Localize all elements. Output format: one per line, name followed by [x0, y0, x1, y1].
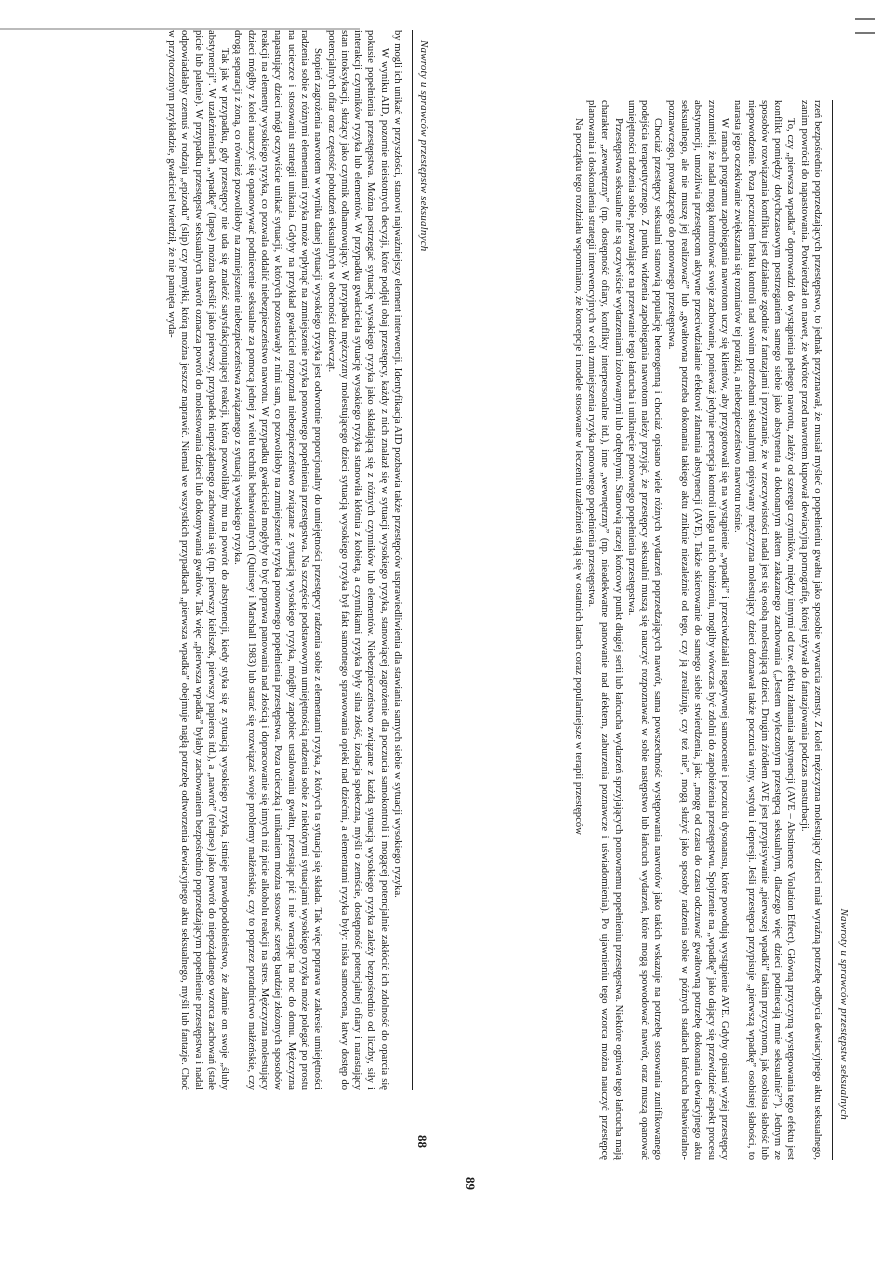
page-number-left: 88: [415, 1135, 430, 1148]
paragraph: by mogli ich unikać w przyszłości, stanowi najważniejszy element interwencji. Identyfikacja AID pozbawia także przestępców usprawiedliwienia dla stawiania samych siebie w sytuacji wysokiego ryzyka.: [392, 30, 403, 898]
paragraph: Stopień zagrożenia nawrotem w wyniku danej sytuacji wysokiego ryzyka jest odwrotnie proporcjonalny do umiejętności przestępcy radzenia sobie z elementami ryzyka, z których ta sytuacja się składa. Tak więc poprawa w zakresie umiejętności radzenia sobie z różnymi elementami ryzyka może wpłynąć na zmniejszenie ryzyka ponownego popełnienia przestępstwa. Na szczęście podstawowym umiejętnością radzenia sobie z niektórymi sytuacjami wysokiego ryzyka może polegać po prostu na ucieczce i stosowaniu strategii unikania. Gdyby na przykład gwałciciel rozpoznał niebezpieczeństwo związane z sytuacją wysokiego ryzyka, mógłby zapobiec ustalowaniu gwałtu, przestając pić i nie wracając na noc do domu. Mężczyzna napastujący dzieci mógł oczywiście unikać sytuacji, w których pozostawały z nimi sam, co pozwoliłoby na zmniejszenie ryzyka ponownego popełnienia przestępstwa. Poza ucieczką i unikaniem można stosować szereg bardziej złożonych sposobów reakcji na elementy wysokiego ryzyka, co pozwala oddalić niebezpieczeństwo nawrotu. W przypadku gwałciciela mogłyby to być poprawa panowania nad złością i dopracowanie się innych niż picie alkoholu reakcji na stres. Mężczyzna molestujący dzieci mógłby z kolei nauczyć się opanowywać podniecenie seksualne za pomocą jednej z wielu technik behawioralnych (Quinsey i Marshall 1983) lub starać się rozwiązać swoje problemy małżeńskie, czy to poprzez poradnictwo małżeńskie, czy drogą separacji z żoną, co również pozwoliłoby na zmniejszenie niebezpieczeństwa związanego z sytuacją wysokiego ryzyka.: [232, 30, 324, 1090]
paragraph: W ramach programu zapobiegania nawrotom uczy się klientów, aby przygotowali się na wystąpienie „wpadki” i przeciwdziałali negatywnej samoocenie i poczuciu dysonansu, które powodują wystąpienie AVE. Gdyby opisani wyżej przestępcy zrozumieli, że nadal mogą kontrolować swoje zachowanie, ponieważ jedynie percepcja kontroli ulega u nich obniżeniu, mogliby wówczas być zdolni do zapobieżenia przestępstwu. Spojrzenie na „wpadkę” jako dający się przewidzieć aspekt procesu abstynencji, umożliwia przestępcom aktywne przeciwdziałanie efektowi złamania abstynencji (AVE). Także skierowanie do samego siebie stwierdzenia, jak: „mogę od czasu do czasu odczuwać gwałtowną potrzebę dokonania dewiacyjnego aktu seksualnego, ale nie muszę jej realizować” lub „gwałtowna potrzeba dokonania takiego aktu zniknie niezależnie od tego, czy ją zrealizuję, czy też nie”, mogą służyć jako sposoby radzenia sobie w późnych stadiach łańcucha behawioralno-poznawczego, prowadzącego do ponownego przestępstwa.: [665, 100, 730, 1160]
running-head-right: Nawroty u sprawców przestępstw seksualnych: [838, 908, 850, 1120]
paragraph: Tak jak w przypadku, gdy przestępcy nie uda się znaleźć satysfakcjonującej reakcji, która pozwoliłaby mu na powrót do abstynencji, kiedy styka się z sytuacją wysokiego ryzyka, istnieje prawdopodobieństwo, że złamie on swoje „śluby abstynencji”. W uzależnieniach „wpadkę” (lapse) można określić jako pierwszy, przypadek niepożądanego zachowania się (np. pierwszy kieliszek, pierwszy papieros itd.), a „nawrót” (relapse) jako powrót do niepożądanego wzorca zachowań (stałe picie lub palenie). W przypadku przestępstw seksualnych nawrót oznacza powrót do molestowania dzieci lub dokonywania gwałtów. Tak więc „pierwsza wpadka” byłaby zachowaniem bezpośrednio poprzedzającym popełnienie przestępstwa i nadal odpowiadałaby czemuś w rodzaju „epizodu” (slip) czy pomyłki, którą można jeszcze naprawić. Niemal we wszystkich przypadkach „pierwsza wpadka” obejmuje nagłą potrzebę odtworzenia dewiacyjnego aktu seksualnego, myśli lub fantazje. Choć w przytoczonym przykładzie, gwałciciel twierdził, że nie pamięta wyda-: [165, 30, 231, 1090]
paragraph: Na początku tego rozdziału wspomniano, że koncepcje i modele stosowane w leczeniu uzależnień stają się w ostatnich latach coraz popularniejsze w terapii przestępców: [572, 118, 584, 835]
page-number-right: 89: [463, 1177, 478, 1190]
paragraph: Przestępstwa seksualne nie są oczywiście wydarzeniami izolowanymi lub odrębnymi. Stanowią raczej końcowy punkt długiej serii lub łańcucha wydarzeń sprzyjających ponownemu popełnieniu przestępstwa. Niektóre ogniwa tego łańcucha mają charakter „zewnętrzny” (np. dostępność ofiary, konflikty interpersonalne itd.), inne „wewnętrzny” (np. nieadekwatne panowanie nad afektem, zaburzenia poznawcze i uświadomienia). Po ujawnieniu tego wzorca można nauczyć przestępcę planowania i doskonalenia strategii interwencyjnych w celu zmniejszenia ryzyka ponownego popełnienia przestępstwa.: [585, 100, 624, 1160]
paragraph: To, czy „pierwsza wpadka” doprowadzi do wystąpienia pełnego nawrotu, zależy od szeregu czynników, między innymi od tzw. efektu złamania abstynencji (AVE – Abstinence Violation Effect). Główną przyczyną występowania tego efektu jest konflikt pomiędzy dotychczasowym postrzeganiem samego siebie jako abstynenta a dokonanym aktem zakazanego zachowania („Jestem wyleczonym przestępcą seksualnym, dlaczego więc dzieci podniecają mnie seksualnie?”). Jednym ze sposobów rozwiązania konfliktu jest działanie zgodnie z fantazjami i przyznanie, że w rzeczywistości nadal jest się osobą molestującą dzieci. Drugim źródłem AVE jest przypisywanie „pierwszej wpadki” takim przyczynom, jak osobista słabość lub niepowodzenie. Poza poczuciem braku kontroli nad swoim potrzebami seksualnymi opisywany mężczyzna molestujący dzieci doznawał także poczucia winy, wstydu i depresji. Jeśli przestępca przypisuje „pierwszą wpadkę” osobistej słabości, to narasta jego oczekiwanie zwiększania się rozmiarów tej porażki, a niebezpieczeństwo nawrotu rośnie.: [732, 100, 797, 1160]
body-text-right: [571, 100, 824, 1160]
header-rule-right: [832, 100, 833, 1160]
header-rule-left: [412, 30, 413, 1090]
running-head-left: Nawroty u sprawców przestępstw seksualnych: [418, 40, 430, 252]
paragraph: rzeń bezpośrednio poprzedzających przestępstwo, to jednak przyznawał, że musiał myśleć o popełnieniu gwałtu jako sposobie wywarcia zemsty. Z kolei mężczyzna molestujący dzieci miał wyraźną potrzebę odbycia dewiacyjnego aktu seksualnego, zanim powrócił do napastowania. Potwierdzał on nawet, że wkrótce przed nawrotem kupował dewiacyjną pornografię, której używał do fantazjowania podczas masturbacji.: [798, 100, 823, 1160]
paragraph: Chociaż przestępcy seksualni stanowią populację heterogenną i chociaż opisano wiele różnych wydarzeń poprzedzających nawrót, sama powszechność występowania nawrotów jako takich wskazuje na potrzebę stosowania zunifikowanego podejścia terapeutycznego. Z punktu widzenia zapobiegania nawrotom należy przyjąć, że przestępcy seksualni muszą się nauczyć rozpoznawać w sobie następstwo lub łańcuch wydarzeń, które mogą spowodować nawrót, oraz muszą opanować umiejętności radzenia sobie, pozwalające na przerwanie tego łańcucha i uniknięcie ponownego popełnienia przestępstwa.: [625, 100, 664, 1160]
scan-artifact-mark: [855, 18, 875, 34]
left-page: [35, 30, 430, 1190]
body-text-left: [165, 30, 404, 1090]
paragraph: W wyniku AID, pozornie nieistotnych decyzji, które podjęli obaj przestępcy, każdy z nich znalazł się w sytuacji wysokiego ryzyka, stanowiącej zagrożenie dla poczucia samokontroli i mogącej potencjalnie zakłócić ich zdolność do oparcia się pokusie popełnienia przestępstwa. Można postrzegać sytuację wysokiego ryzyka jako składającą się z różnych czynników lub elementów. Niebezpieczeństwo związane z każdą sytuacją wysokiego ryzyka zależy bezpośrednio od liczby, siły i interakcji czynników ryzyka lub elementów. W przypadku gwałciciela sytuację wysokiego ryzyka stanowiła kłótnia z kobietą, a czynnikami ryzyka były silna złość, izolacja społeczna, myśli o zemście, dostępność potencjalnej ofiary i narastający stan intoksykacji, służący jako czynnik odhamowujący. W przypadku mężczyzny molestującego dzieci sytuacją wysokiego ryzyka był fakt samotnego sprawowania opieki nad dziećmi, a elementami ryzyka były: niska samoocena, łatwy dostęp do potencjalnych ofiar oraz częstość pobudzeń seksualnych w obecności dziewcząt.: [325, 30, 390, 1090]
right-page: [455, 30, 850, 1190]
